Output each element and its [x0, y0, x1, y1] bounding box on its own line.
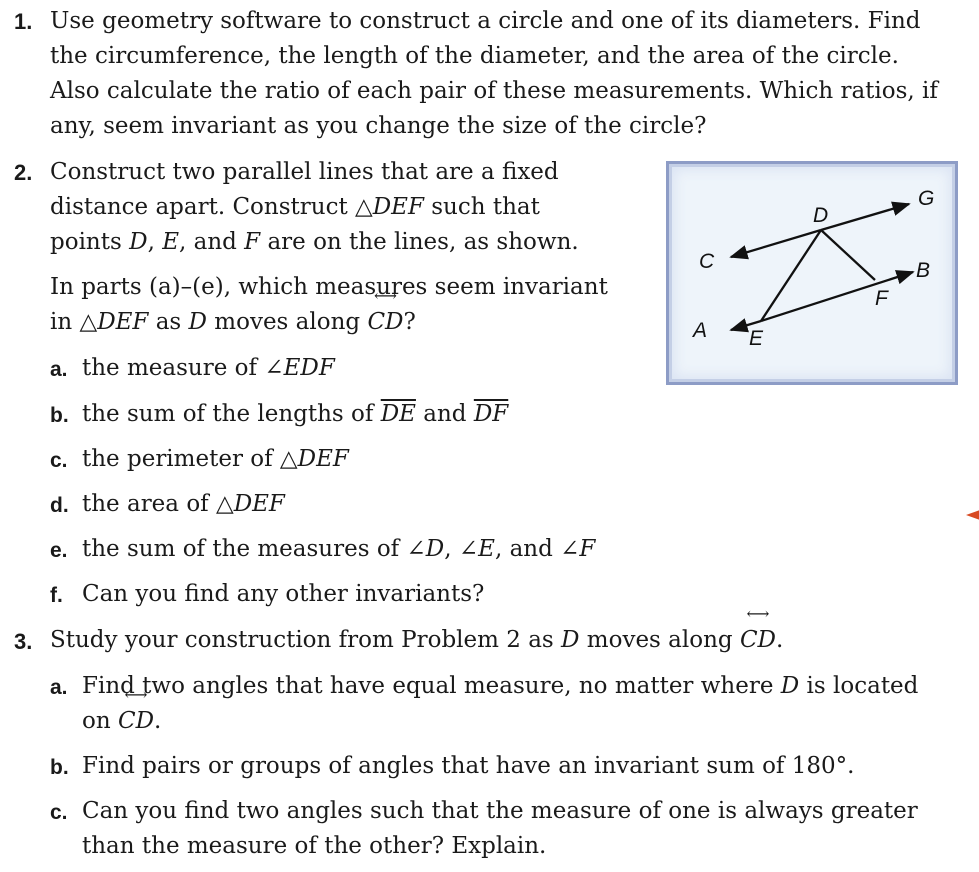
part-3a-letter: a. — [50, 676, 68, 699]
segment-de-line — [761, 230, 821, 321]
problem-2-line-2: distance apart. Construct △DEF such that — [50, 194, 540, 220]
label-c: C — [699, 250, 715, 273]
label-f: F — [875, 287, 888, 310]
part-2c-text: the perimeter of △DEF — [82, 446, 349, 472]
label-a: A — [693, 319, 708, 342]
parallel-lines-figure — [666, 161, 958, 385]
label-g: G — [918, 187, 935, 210]
problem-1-line: Also calculate the ratio of each pair of these measurements. Which ratios, if — [50, 78, 938, 104]
part-3c-text: Can you find two angles such that the measure of one is always greater than the measure of the other? Explain. — [82, 798, 918, 859]
angle-symbol: ∠ — [560, 536, 580, 562]
angle-symbol: ∠ — [406, 536, 426, 562]
line-eb-ray — [761, 272, 913, 321]
problem-1-line: the circumference, the length of the diameter, and the area of the circle. — [50, 43, 899, 69]
part-2e-text: the sum of the measures of ∠D, ∠E, and ∠F — [82, 536, 596, 562]
segment-df-line — [821, 230, 875, 280]
angle-symbol: ∠ — [264, 355, 284, 381]
triangle-symbol: △ — [216, 491, 234, 517]
page-edge-marker — [966, 510, 979, 520]
triangle-diagram — [669, 164, 961, 388]
part-2b-letter: b. — [50, 404, 69, 427]
problem-1-number: 1. — [14, 9, 33, 34]
triangle-symbol: △ — [79, 309, 98, 335]
problem-2-intro — [50, 155, 579, 260]
part-2a-letter: a. — [50, 358, 68, 381]
part-2d-text: the area of △DEF — [82, 491, 285, 517]
part-2a-text: the measure of ∠EDF — [82, 355, 335, 381]
part-2b-text: the sum of the lengths of $\overline{DE}$ and $\overline{DF}$ — [82, 401, 509, 427]
problem-1-line: Use geometry software to construct a circle and one of its diameters. Find — [50, 8, 921, 34]
line-cd-notation: ⟷ CD — [118, 704, 154, 739]
segment-df: $\overline{DF}$ — [473, 401, 509, 427]
problem-2-line-5: in △DEF as D moves along ⟷ CD? — [50, 305, 608, 340]
segment-de: $\overline{DE}$ — [380, 401, 416, 427]
problem-1-line: any, seem invariant as you change the size of the circle? — [50, 113, 707, 139]
part-3c-letter: c. — [50, 801, 68, 824]
line-dg-ray — [821, 204, 909, 230]
part-2f-text: Can you find any other invariants? — [82, 581, 485, 607]
part-2e-letter: e. — [50, 539, 68, 562]
part-2d-letter: d. — [50, 494, 69, 517]
part-3b-letter: b. — [50, 756, 69, 779]
label-e: E — [749, 327, 764, 350]
problem-2-question — [50, 270, 608, 340]
problem-2-line-1: Construct two parallel lines that are a fixed — [50, 159, 559, 185]
problem-2-line-4: In parts (a)–(e), which measures seem invariant — [50, 274, 608, 300]
problem-2-line-3: points D, E, and F are on the lines, as shown. — [50, 229, 579, 255]
part-3b-text: Find pairs or groups of angles that have an invariant sum of 180°. — [82, 753, 855, 779]
part-3a-text: Find two angles that have equal measure, no matter where D is located on ⟷ CD. — [82, 669, 918, 739]
problem-3-text: Study your construction from Problem 2 as D moves along ⟷ CD. — [50, 623, 783, 658]
part-2c-letter: c. — [50, 449, 68, 472]
line-cd-notation: ⟷ CD — [740, 623, 776, 658]
label-b: B — [916, 259, 931, 282]
part-2f-letter: f. — [50, 584, 63, 607]
problem-3-number: 3. — [14, 629, 33, 654]
angle-symbol: ∠ — [458, 536, 479, 562]
triangle-symbol: △ — [279, 446, 298, 472]
line-cd-notation: ⟷ CD — [367, 305, 403, 340]
line-dc-ray — [731, 230, 821, 257]
problem-2-number: 2. — [14, 160, 33, 185]
triangle-symbol: △ — [355, 194, 373, 220]
label-d: D — [813, 204, 829, 227]
problem-1-text — [50, 4, 938, 144]
